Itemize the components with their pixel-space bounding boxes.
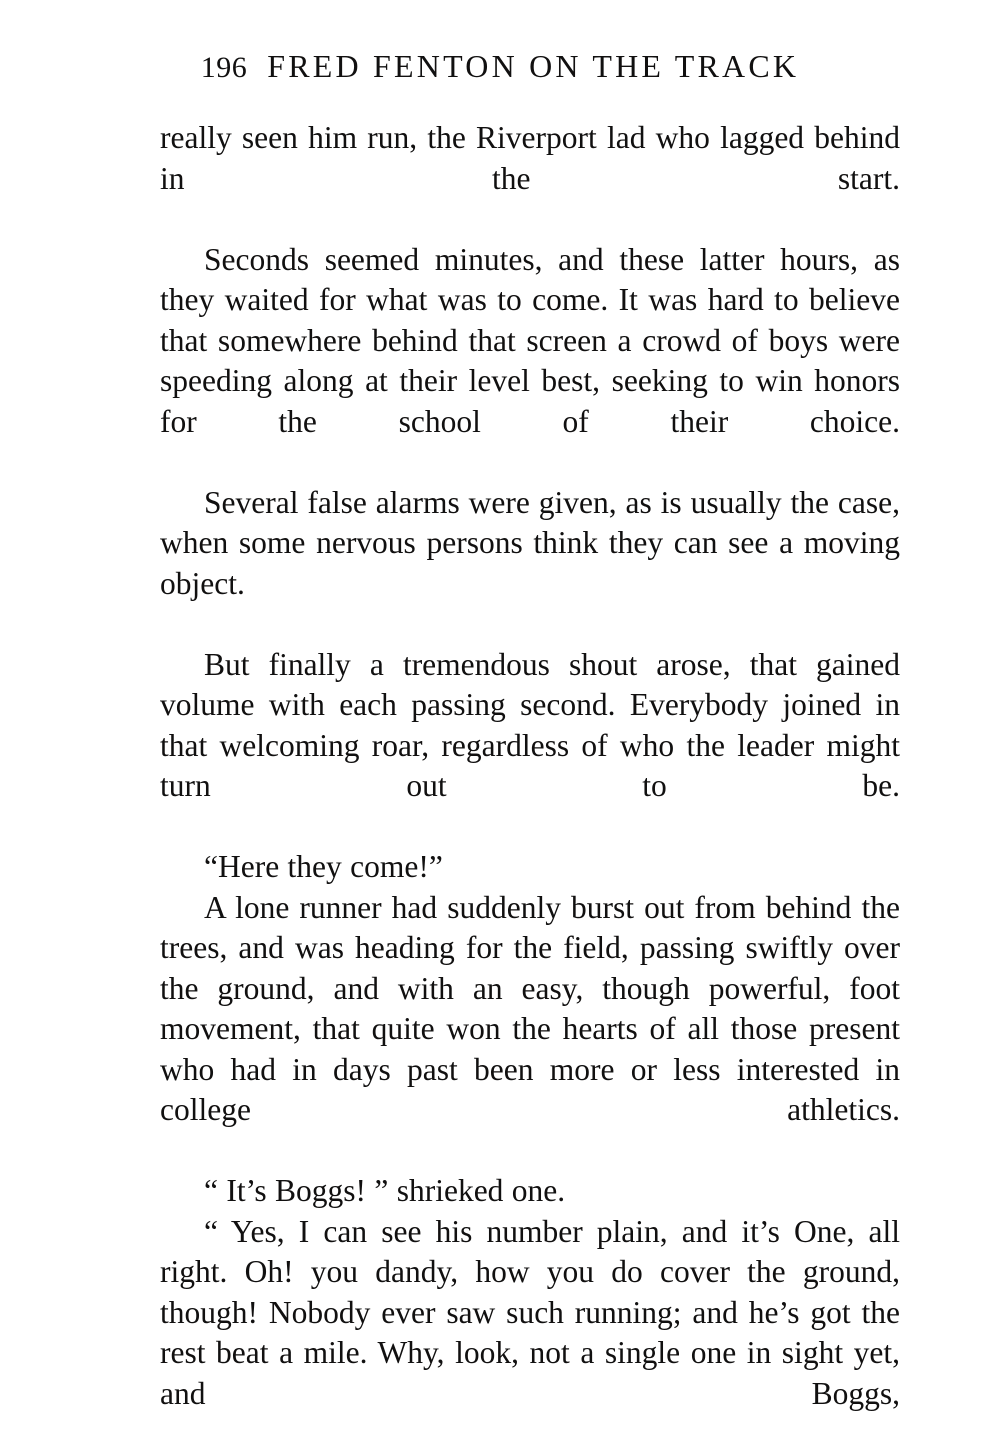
page-number: 196 [200, 51, 248, 84]
paragraph-5: “Here they come!” [204, 849, 443, 884]
paragraph-7: “ It’s Boggs! ” shrieked one. [204, 1173, 566, 1208]
page-body [160, 118, 900, 1431]
page-header [0, 48, 1000, 85]
paragraph-3: Several false alarms were given, as is usually the case, when some nervous persons think they can see a moving object. [160, 484, 900, 601]
paragraph-6: A lone runner had suddenly burst out from behind the trees, and was heading for the field, passing swiftly over the ground, and with an easy, though powerful, foot movement, that quite won the hearts of all those present who had in days past been more or less interested in college athletics. [160, 889, 900, 1127]
paragraph-8: “ Yes, I can see his number plain, and it’s One, all right. Oh! you dandy, how you do cover the ground, though! Nobody ever saw such running; and he’s got the rest beat a mile. Why, look, not a single one in sight yet, and Boggs, [160, 1213, 900, 1411]
running-title: FRED FENTON ON THE TRACK [267, 48, 800, 84]
paragraph-4: But finally a tremendous shout arose, that gained volume with each passing second. Everybody joined in that welcoming roar, regardless of who the leader might turn out to be. [160, 646, 900, 803]
paragraph-2: Seconds seemed minutes, and these latter hours, as they waited for what was to come. It was hard to believe that somewhere behind that screen a crowd of boys were speeding along at their level best, seeking to win honors for the school of their choice. [160, 241, 900, 439]
paragraph-1: really seen him run, the Riverport lad who lagged behind in the start. [160, 120, 900, 196]
